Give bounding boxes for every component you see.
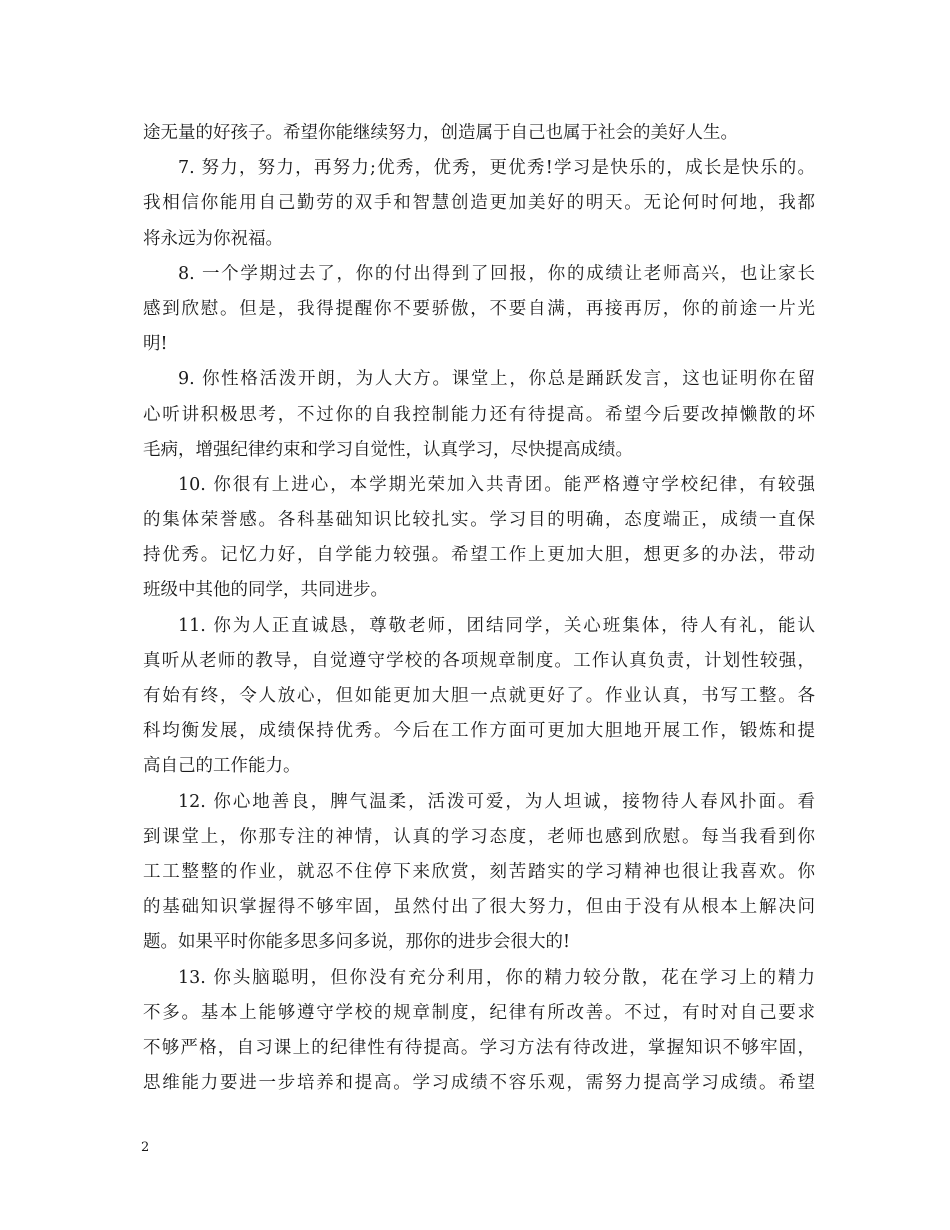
text-line: 8. 一个学期过去了，你的付出得到了回报，你的成绩让老师高兴，也让家长 [178, 263, 815, 284]
text-line: 的集体荣誉感。各科基础知识比较扎实。学习目的明确，态度端正，成绩一直保 [143, 510, 815, 531]
text-line: 13. 你头脑聪明，但你没有充分利用，你的精力较分散，花在学习上的精力 [178, 967, 815, 988]
text-line: 班级中其他的同学，共同进步。 [143, 580, 388, 601]
text-line: 明! [143, 334, 168, 355]
body-text [143, 116, 815, 1101]
text-line: 7. 努力，努力，再努力;优秀，优秀，更优秀!学习是快乐的，成长是快乐的。 [178, 158, 815, 179]
text-line: 不够严格，自习课上的纪律性有待提高。学习方法有待改进，掌握知识不够牢固， [143, 1037, 815, 1058]
text-line: 持优秀。记忆力好，自学能力较强。希望工作上更加大胆，想更多的办法，带动 [143, 545, 815, 566]
text-line: 真听从老师的教导，自觉遵守学校的各项规章制度。工作认真负责，计划性较强， [143, 650, 815, 671]
text-line: 高自己的工作能力。 [143, 756, 301, 777]
page-number: 2 [141, 1140, 150, 1155]
text-line: 途无量的好孩子。希望你能继续努力，创造属于自己也属于社会的美好人生。 [143, 123, 738, 143]
text-line: 有始有终，令人放心，但如能更加大胆一点就更好了。作业认真，书写工整。各 [143, 686, 815, 706]
text-line: 将永远为你祝福。 [143, 228, 283, 249]
text-line: 不多。基本上能够遵守学校的规章制度，纪律有所改善。不过，有时对自己要求 [143, 1002, 815, 1023]
text-line: 工工整整的作业，就忍不住停下来欣赏，刻苦踏实的学习精神也很让我喜欢。你 [143, 861, 815, 882]
text-line: 我相信你能用自己勤劳的双手和智慧创造更加美好的明天。无论何时何地，我都 [143, 193, 815, 214]
text-line: 思维能力要进一步培养和提高。学习成绩不容乐观，需努力提高学习成绩。希望 [143, 1073, 815, 1094]
text-line: 的基础知识掌握得不够牢固，虽然付出了很大努力，但由于没有从根本上解决问 [143, 897, 815, 918]
text-line: 毛病，增强纪律约束和学习自觉性，认真学习，尽快提高成绩。 [143, 439, 633, 460]
text-line: 题。如果平时你能多思多问多说，那你的进步会很大的! [143, 932, 571, 953]
text-line: 9. 你性格活泼开朗，为人大方。课堂上，你总是踊跃发言，这也证明你在留 [178, 369, 815, 390]
text-line: 10. 你很有上进心，本学期光荣加入共青团。能严格遵守学校纪律，有较强 [178, 474, 815, 495]
text-line: 心听讲积极思考，不过你的自我控制能力还有待提高。希望今后要改掉懒散的坏 [143, 404, 815, 425]
text-line: 到课堂上，你那专注的神情，认真的学习态度，老师也感到欣慰。每当我看到你 [143, 826, 815, 847]
text-line: 11. 你为人正直诚恳，尊敬老师，团结同学，关心班集体，待人有礼，能认 [178, 615, 815, 636]
text-line: 12. 你心地善良，脾气温柔，活泼可爱，为人坦诚，接物待人春风扑面。看 [178, 791, 815, 812]
text-line: 科均衡发展，成绩保持优秀。今后在工作方面可更加大胆地开展工作，锻炼和提 [143, 721, 815, 742]
text-line: 感到欣慰。但是，我得提醒你不要骄傲，不要自满，再接再厉，你的前途一片光 [143, 298, 815, 319]
